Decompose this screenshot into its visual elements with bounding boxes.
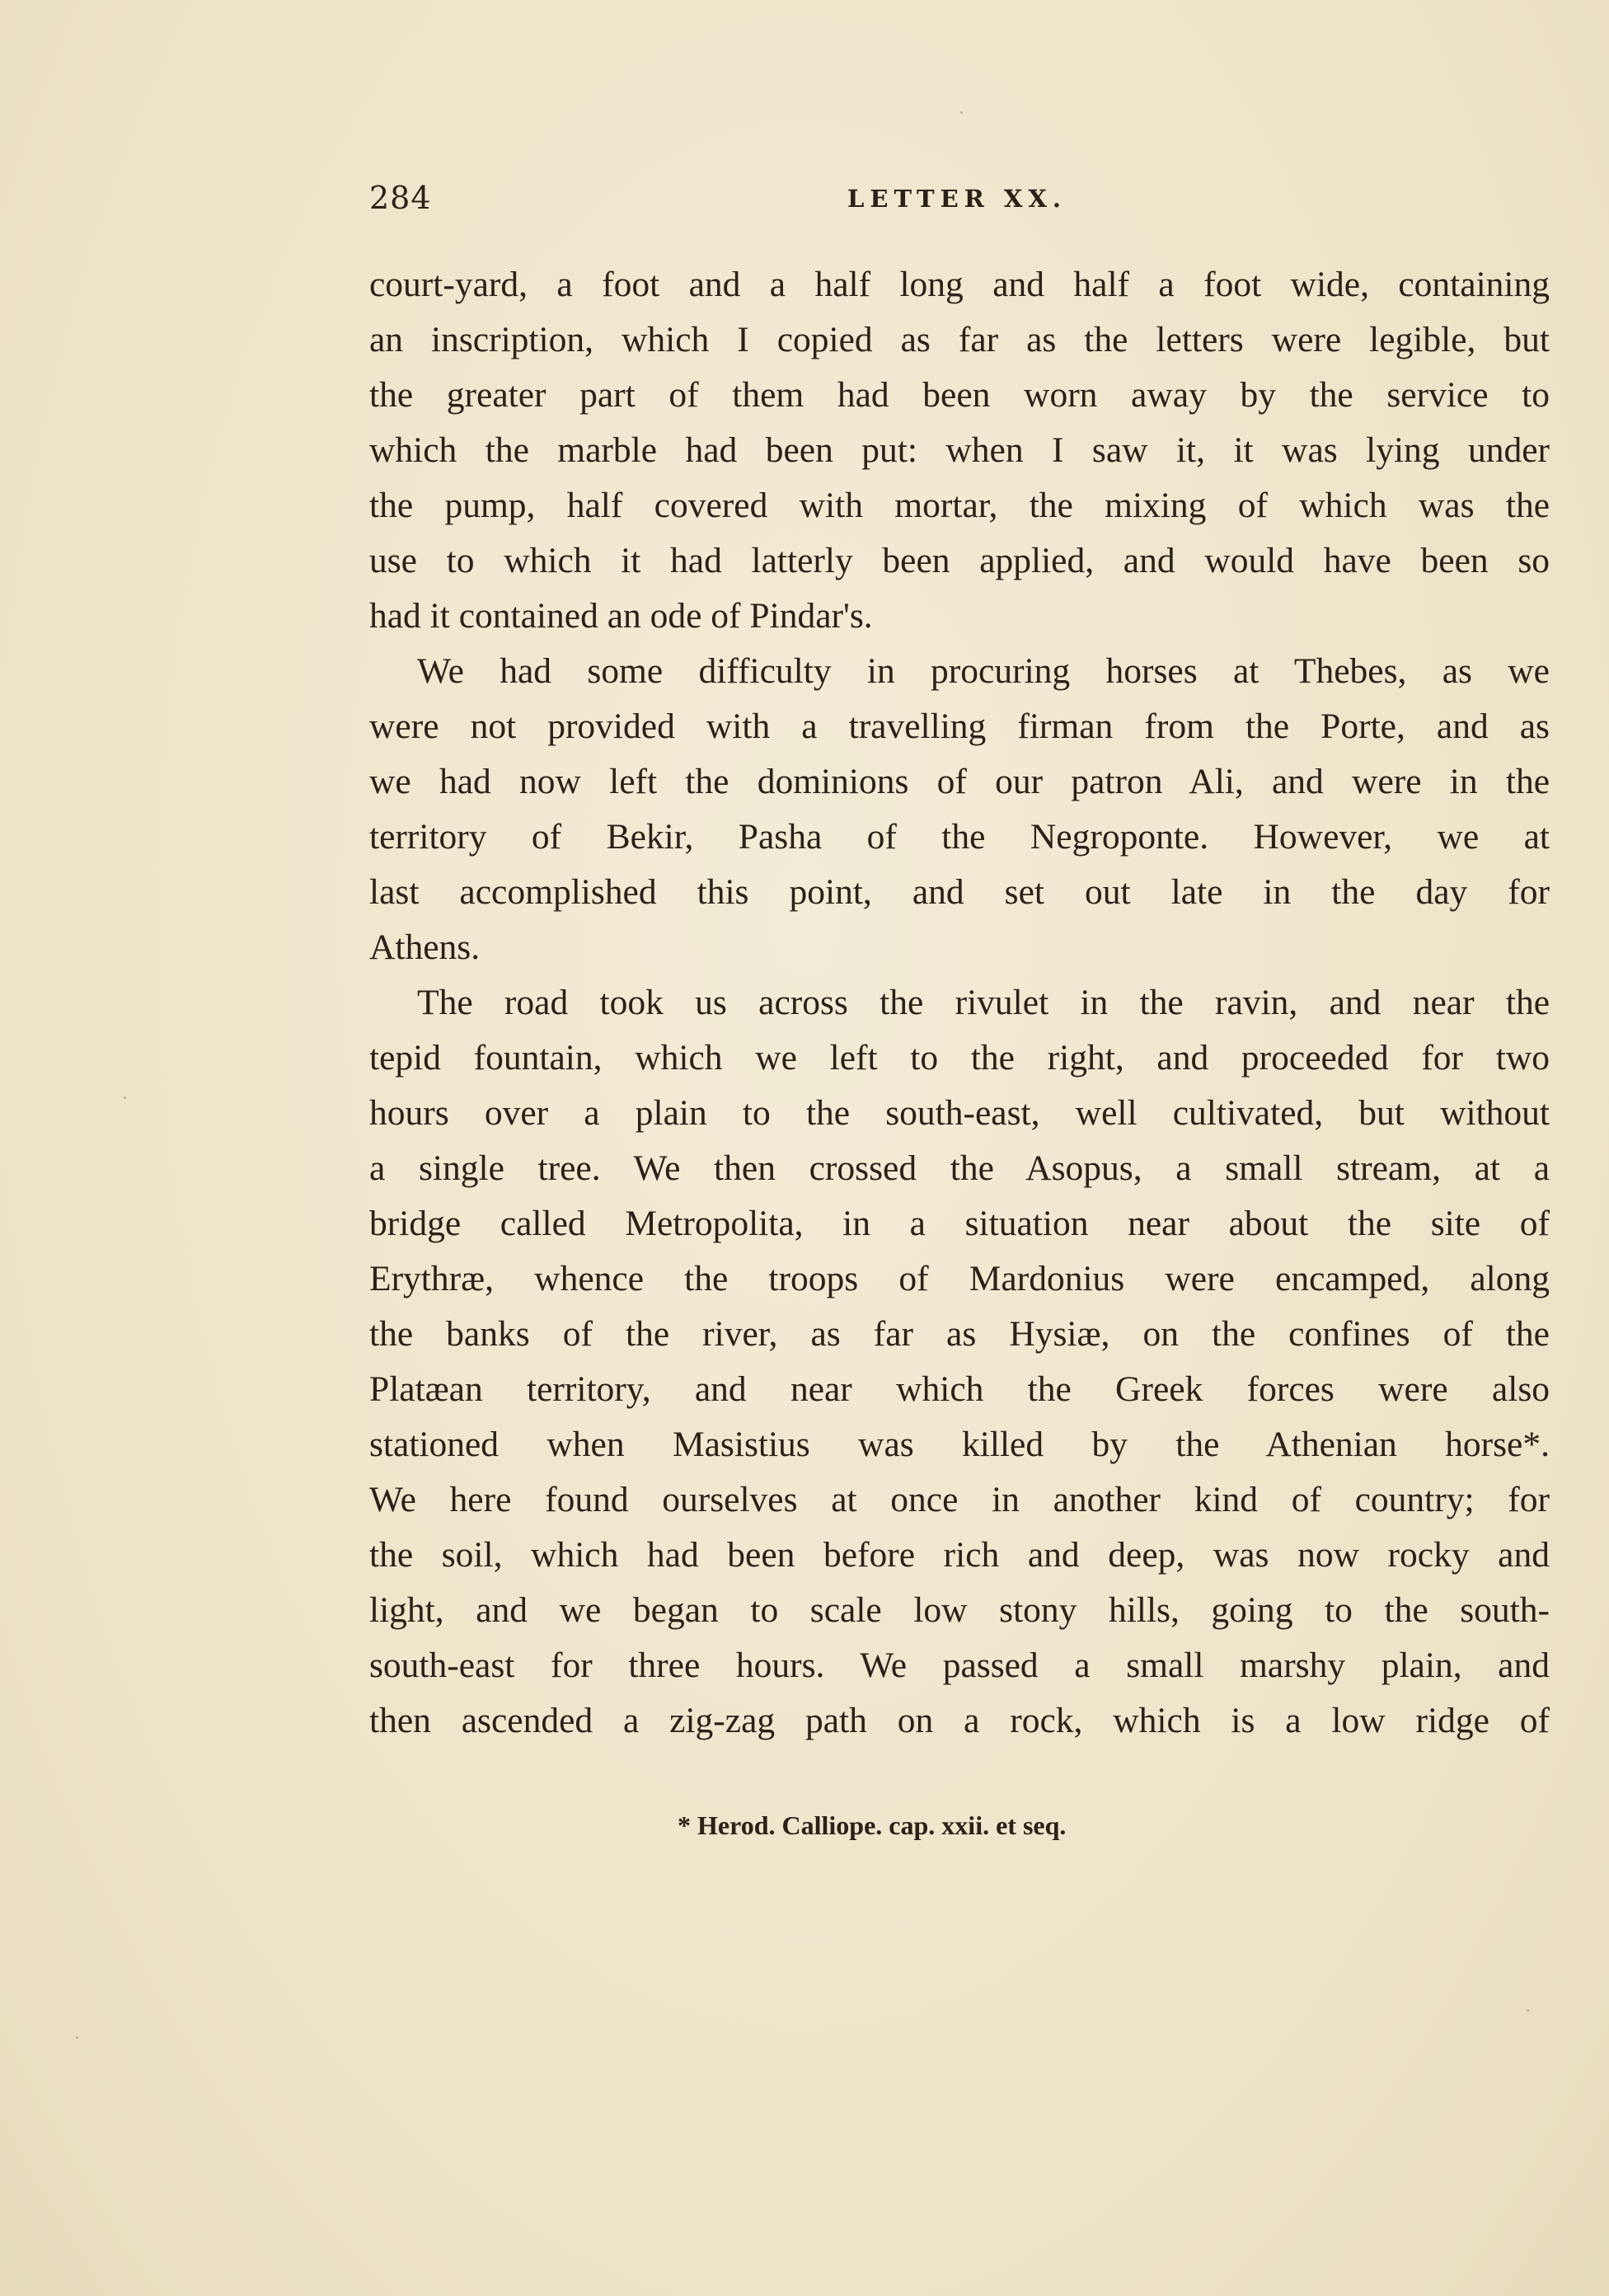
- text-line: tepid fountain, which we left to the right, and proceeded for two: [369, 1038, 1550, 1078]
- paper-speck: [1527, 2009, 1529, 2012]
- text-line: a single tree. We then crossed the Asopus, a small stream, at a: [369, 1148, 1550, 1188]
- text-line: We had some difficulty in procuring horses at Thebes, as we: [417, 651, 1550, 691]
- text-line: were not provided with a travelling firman from the Porte, and as: [369, 707, 1550, 746]
- text-line: We here found ourselves at once in another kind of country; for: [369, 1480, 1550, 1519]
- text-line: south-east for three hours. We passed a small marshy plain, and: [369, 1646, 1550, 1685]
- running-head: LETTER XX.: [847, 185, 1067, 213]
- paragraph-2: [369, 644, 1550, 975]
- text-line: The road took us across the rivulet in the ravin, and near the: [417, 983, 1550, 1022]
- page-number: 284: [369, 180, 432, 216]
- text-line: an inscription, which I copied as far as the letters were legible, but: [369, 320, 1550, 359]
- text-line: the soil, which had been before rich and deep, was now rocky and: [369, 1535, 1550, 1575]
- text-line: last accomplished this point, and set out late in the day for: [369, 872, 1550, 912]
- paragraph-3: [369, 975, 1550, 1749]
- page-header: [369, 180, 1550, 229]
- paragraph-1: [369, 257, 1550, 644]
- text-line: which the marble had been put: when I saw it, it was lying under: [369, 430, 1550, 470]
- text-line: bridge called Metropolita, in a situation near about the site of: [369, 1204, 1550, 1243]
- text-line: light, and we began to scale low stony hills, going to the south-: [369, 1590, 1550, 1630]
- text-line: we had now left the dominions of our patron Ali, and were in the: [369, 762, 1550, 801]
- text-line: had it contained an ode of Pindar's.: [369, 596, 873, 636]
- text-line: court-yard, a foot and a half long and half a foot wide, containing: [369, 265, 1550, 304]
- text-line: stationed when Masistius was killed by the Athenian horse*.: [369, 1425, 1550, 1464]
- text-line: the banks of the river, as far as Hysiæ, on the confines of the: [369, 1314, 1550, 1354]
- text-line: the greater part of them had been worn away by the service to: [369, 375, 1550, 415]
- paper-speck: [76, 2036, 78, 2039]
- text-line: territory of Bekir, Pasha of the Negroponte. However, we at: [369, 817, 1550, 857]
- paper-speck: [960, 111, 963, 114]
- text-line: then ascended a zig-zag path on a rock, which is a low ridge of: [369, 1701, 1550, 1740]
- text-line: Platæan territory, and near which the Greek forces were also: [369, 1369, 1550, 1409]
- footnote: * Herod. Calliope. cap. xxii. et seq.: [678, 1810, 1067, 1840]
- text-line: hours over a plain to the south-east, well cultivated, but without: [369, 1093, 1550, 1133]
- text-line: the pump, half covered with mortar, the mixing of which was the: [369, 486, 1550, 525]
- text-line: Athens.: [369, 927, 481, 967]
- text-line: Erythræ, whence the troops of Mardonius were encamped, along: [369, 1259, 1550, 1298]
- body-text: [369, 257, 1550, 1749]
- text-line: use to which it had latterly been applied, and would have been so: [369, 541, 1550, 580]
- paper-speck: [124, 1096, 126, 1099]
